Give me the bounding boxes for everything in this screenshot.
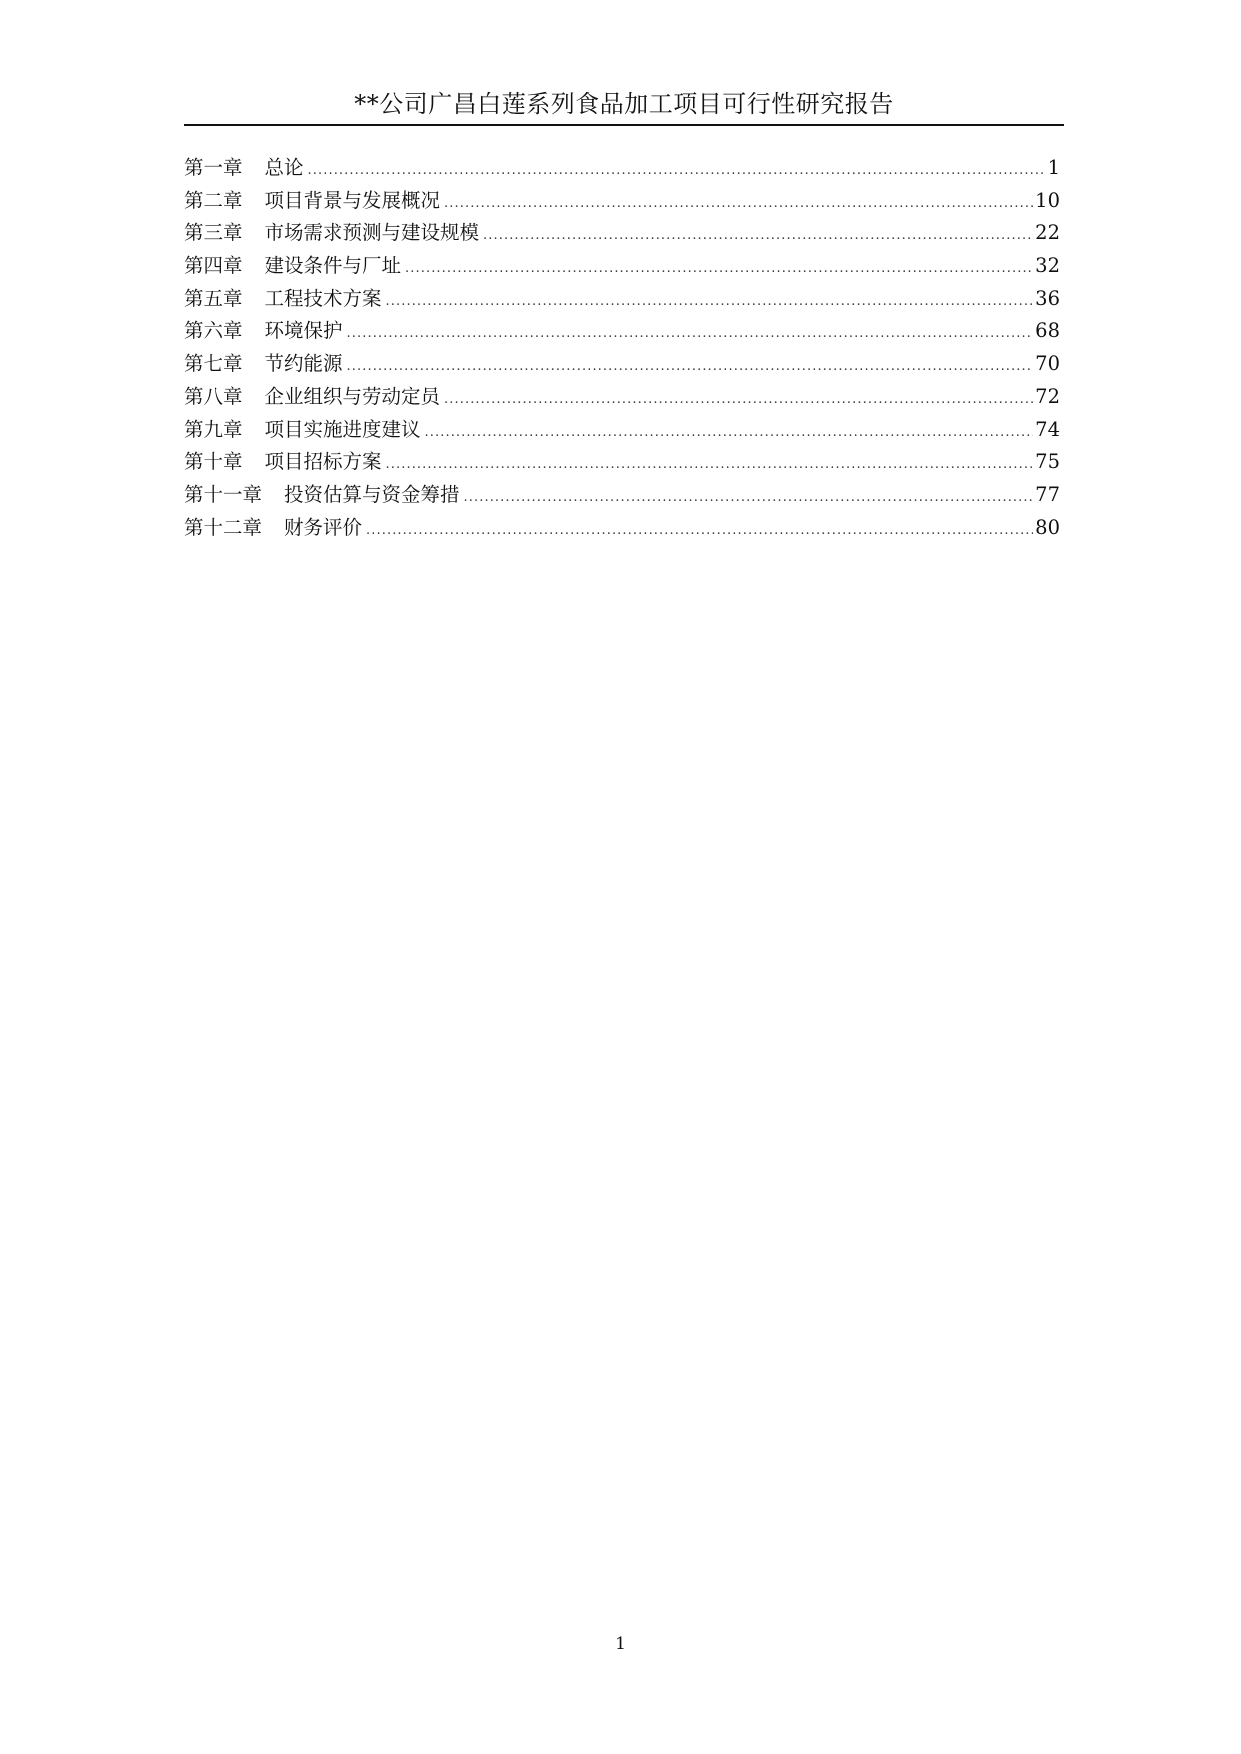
toc-item-chapter-3[interactable] xyxy=(184,217,1060,250)
header-divider xyxy=(184,124,1064,126)
toc-chapter-title: 项目实施进度建议 xyxy=(264,417,421,441)
toc-chapter-number: 第九章 xyxy=(184,417,243,441)
toc-page-number: 36 xyxy=(1035,286,1060,310)
toc-page-number: 70 xyxy=(1035,352,1060,376)
toc-page-number: 1 xyxy=(1047,156,1060,179)
toc-chapter-number: 第十章 xyxy=(184,450,243,474)
toc-leader-dots xyxy=(386,449,1034,482)
toc-chapter-number: 第三章 xyxy=(184,221,243,245)
toc-leader-dots xyxy=(425,417,1034,450)
toc-leader-dots xyxy=(386,286,1034,319)
toc-leader-dots xyxy=(347,318,1034,351)
page-header-title: **公司广昌白莲系列食品加工项目可行性研究报告 xyxy=(354,90,894,118)
toc-page-number: 22 xyxy=(1035,221,1060,245)
toc-page-number: 77 xyxy=(1035,482,1060,506)
toc-item-chapter-5[interactable] xyxy=(184,283,1060,316)
toc-leader-dots xyxy=(308,155,1046,188)
toc-chapter-number: 第二章 xyxy=(184,188,243,212)
toc-chapter-title: 建设条件与厂址 xyxy=(264,254,402,278)
toc-leader-dots xyxy=(347,351,1034,384)
toc-item-chapter-6[interactable] xyxy=(184,315,1060,348)
toc-item-chapter-8[interactable] xyxy=(184,381,1060,414)
toc-chapter-title: 总论 xyxy=(264,156,304,179)
toc-chapter-title: 工程技术方案 xyxy=(264,286,382,310)
toc-item-chapter-11[interactable] xyxy=(184,479,1060,512)
toc-item-chapter-1[interactable] xyxy=(184,152,1060,185)
toc-item-chapter-4[interactable] xyxy=(184,250,1060,283)
toc-page-number: 32 xyxy=(1035,254,1060,278)
toc-item-chapter-9[interactable] xyxy=(184,414,1060,447)
toc-chapter-number: 第五章 xyxy=(184,286,243,310)
toc-page-number: 80 xyxy=(1035,515,1060,539)
toc-chapter-title: 投资估算与资金筹措 xyxy=(284,482,460,506)
toc-leader-dots xyxy=(405,253,1033,286)
toc-chapter-number: 第四章 xyxy=(184,254,243,278)
toc-page-number: 74 xyxy=(1035,417,1060,441)
page-footer-number: 1 xyxy=(615,1634,626,1654)
toc-chapter-title: 市场需求预测与建设规模 xyxy=(264,221,480,245)
toc-chapter-title: 环境保护 xyxy=(264,319,343,343)
toc-item-chapter-12[interactable] xyxy=(184,512,1060,545)
toc-chapter-number: 第六章 xyxy=(184,319,243,343)
toc-item-chapter-2[interactable] xyxy=(184,185,1060,218)
toc-chapter-title: 财务评价 xyxy=(284,515,363,539)
toc-chapter-title: 项目背景与发展概况 xyxy=(264,188,441,212)
toc-chapter-number: 第七章 xyxy=(184,352,243,376)
toc-page-number: 68 xyxy=(1035,319,1060,343)
toc-item-chapter-10[interactable] xyxy=(184,446,1060,479)
toc-leader-dots xyxy=(366,515,1033,548)
toc-chapter-number: 第一章 xyxy=(184,156,243,179)
toc-page-number: 75 xyxy=(1035,450,1060,474)
toc-chapter-number: 第十一章 xyxy=(184,482,263,506)
table-of-contents xyxy=(184,152,1060,544)
toc-item-chapter-7[interactable] xyxy=(184,348,1060,381)
toc-chapter-number: 第十二章 xyxy=(184,515,263,539)
toc-leader-dots xyxy=(444,384,1033,417)
toc-chapter-title: 项目招标方案 xyxy=(264,450,382,474)
toc-leader-dots xyxy=(483,220,1033,253)
toc-page-number: 72 xyxy=(1035,384,1060,408)
toc-chapter-title: 节约能源 xyxy=(264,352,343,376)
toc-leader-dots xyxy=(444,188,1033,221)
toc-chapter-title: 企业组织与劳动定员 xyxy=(264,384,441,408)
toc-page-number: 10 xyxy=(1035,188,1060,212)
toc-chapter-number: 第八章 xyxy=(184,384,243,408)
toc-leader-dots xyxy=(464,482,1034,515)
